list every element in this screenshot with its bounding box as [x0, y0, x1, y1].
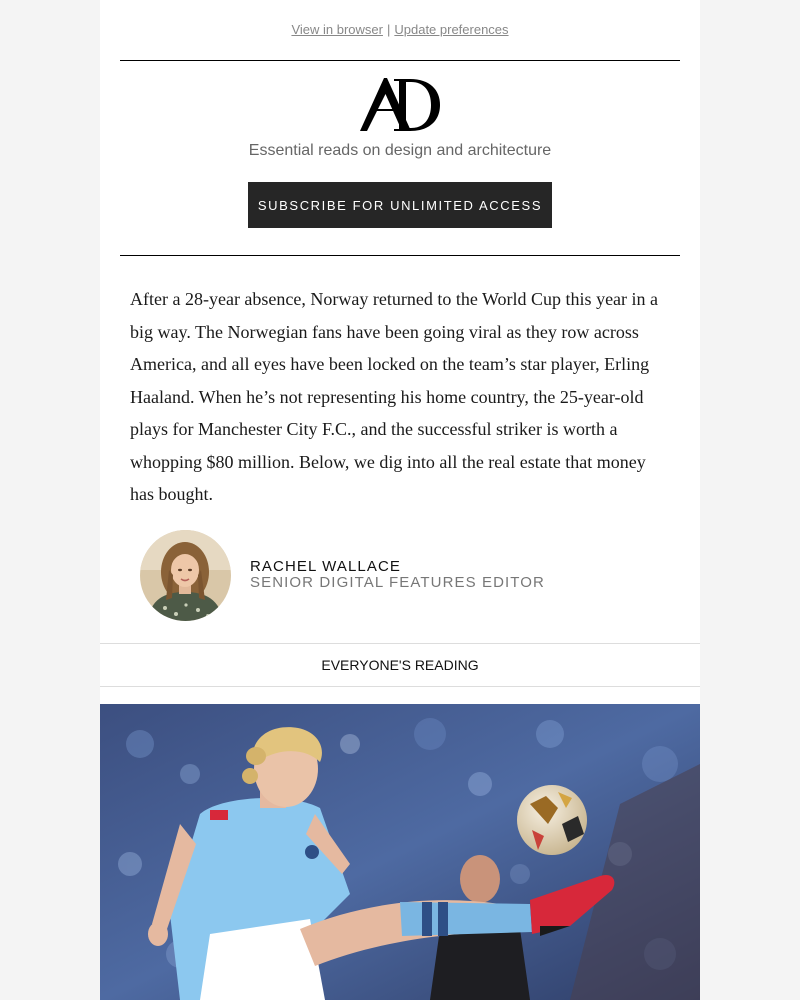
preheader	[100, 22, 700, 37]
avatar	[140, 530, 231, 621]
section-heading: EVERYONE'S READING	[100, 643, 700, 687]
update-preferences-link[interactable]: Update preferences	[394, 22, 509, 37]
author-name: RACHEL WALLACE	[250, 558, 401, 575]
view-in-browser-link[interactable]: View in browser	[291, 22, 383, 37]
preheader-separator: |	[386, 22, 391, 37]
subscribe-button[interactable]: SUBSCRIBE FOR UNLIMITED ACCESS	[248, 182, 552, 228]
top-divider	[120, 60, 680, 61]
author-photo-icon	[140, 530, 231, 621]
article-intro: After a 28-year absence, Norway returned to the World Cup this year in a big way. The Norwegian fans have been going viral as they row across America, and all eyes have been locked on the team’s star player, Erling Haaland. When he’s not representing his home country, the 25-year-old plays for Manchester City F.C., and the successful striker is worth a whopping $80 million. Below, we dig into all the real estate that money has bought.	[130, 289, 659, 504]
football-player-photo-icon	[100, 704, 700, 1000]
ad-logo-icon	[358, 76, 442, 132]
ad-logo[interactable]	[100, 76, 700, 137]
email-container	[100, 0, 700, 1000]
tagline: Essential reads on design and architecture	[248, 142, 552, 159]
author-title: SENIOR DIGITAL FEATURES EDITOR	[250, 574, 545, 591]
header-bottom-divider	[120, 255, 680, 256]
hero-image[interactable]	[100, 704, 700, 1000]
